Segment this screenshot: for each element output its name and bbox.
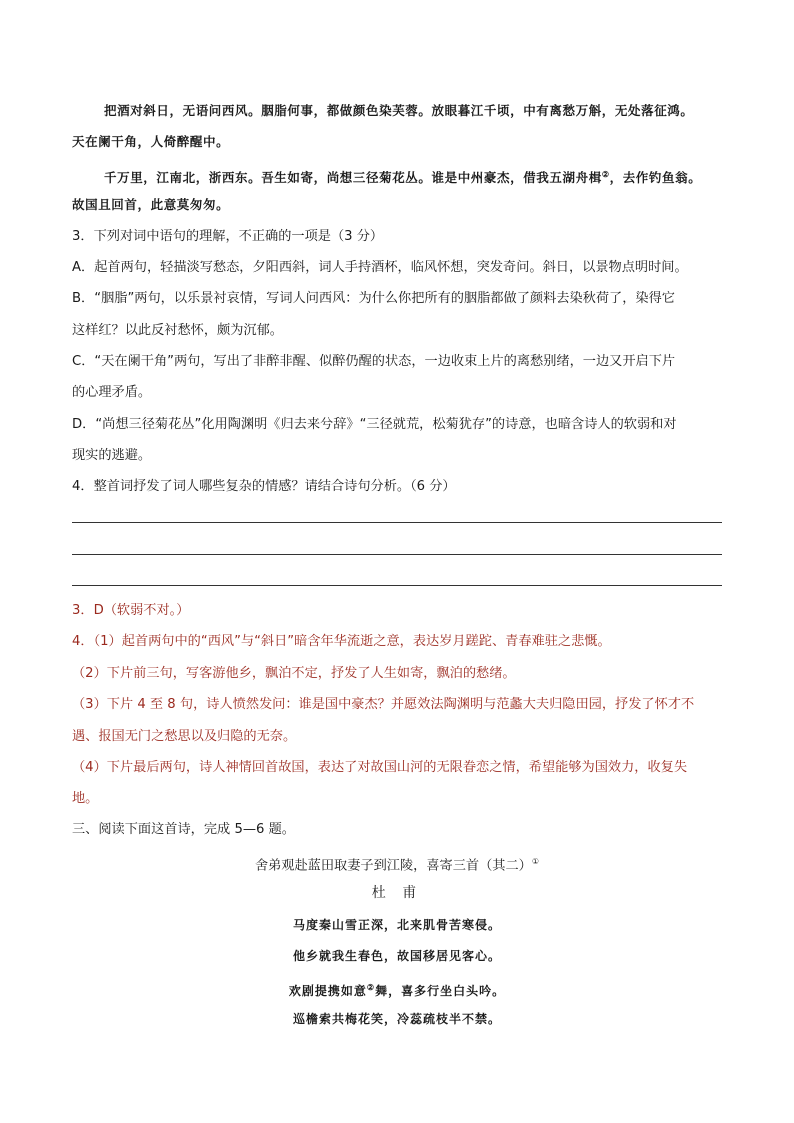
poem-2-title <box>0 852 794 876</box>
question-4-stem: 4．整首词抒发了词人哪些复杂的情感？请结合诗句分析。（6 分） <box>72 479 456 494</box>
poem-2-line-1: 马度秦山雪正深，北来肌骨苦寒侵。 <box>292 918 501 932</box>
question-3-option-b-cont: 这样红？以此反衬愁怀，颇为沉郁。 <box>72 323 283 338</box>
answer-4-part-3: （3）下片 4 至 8 句，诗人愤然发问：谁是国中豪杰？并愿效法陶渊明与范蠡大夫归隐田园，抒发了怀才不 <box>72 697 695 712</box>
poem-line-3 <box>104 164 701 188</box>
question-3-option-a: A．起首两句，轻描淡写愁态，夕阳西斜，词人手持酒杯，临风怀想，突发奇问。斜日，以景物点明时间。 <box>72 260 688 275</box>
poem-2-line-2: 他乡就我生春色，故国移居见客心。 <box>292 949 501 963</box>
poem-2-author: 杜 甫 <box>371 885 423 901</box>
answer-line-1 <box>72 522 722 523</box>
poem-2-line-3-footnote: ② <box>366 982 376 992</box>
answer-4-part-4-cont: 地。 <box>72 791 99 806</box>
poem-line-1: 把酒对斜日，无语问西风。胭脂何事，都做颜色染芙蓉。放眼暮江千顷，中有离愁万斛，无处落征鸿。 <box>104 103 694 118</box>
footnote-mark: ② <box>601 169 610 179</box>
answer-4-part-1: 4．（1）起首两句中的“西风”与“斜日”暗含年华流逝之意，表达岁月蹉跎、青春难驻之悲慨。 <box>72 634 611 649</box>
section-3-heading: 三、阅读下面这首诗，完成 5—6 题。 <box>72 822 295 837</box>
question-3-option-d-cont: 现实的逃避。 <box>72 448 152 463</box>
poem-2-title-text: 舍弟观赴蓝田取妻子到江陵，喜寄三首（其二） <box>254 858 532 874</box>
question-3-stem: 3．下列对词中语句的理解，不正确的一项是（3 分） <box>72 229 384 244</box>
poem-2-title-footnote: ① <box>531 857 540 866</box>
poem-2-line-4: 巡檐索共梅花笑，冷蕊疏枝半不禁。 <box>292 1012 501 1026</box>
question-3-option-d: D．“尚想三径菊花丛”化用陶渊明《归去来兮辞》“三径就荒，松菊犹存”的诗意，也暗含诗人的软弱和对 <box>72 417 677 432</box>
poem-line-2: 天在阑干角，人倚醉醒中。 <box>72 134 230 149</box>
poem-line-3-text: 千万里，江南北，浙西东。吾生如寄，尚想三径菊花丛。谁是中州豪杰，借我五湖舟楫 <box>104 170 602 186</box>
answer-line-2 <box>72 554 722 555</box>
poem-2-line-3 <box>0 977 794 1001</box>
answer-3: 3．D（软弱不对。） <box>72 603 190 618</box>
poem-2-line-3-b: 舞，喜多行坐白头吟。 <box>375 984 506 998</box>
answer-4-part-2: （2）下片前三句，写客游他乡，飘泊不定，抒发了人生如寄，飘泊的愁绪。 <box>72 666 516 681</box>
question-3-option-c-cont: 的心理矛盾。 <box>72 385 152 400</box>
answer-4-part-3-cont: 遇、报国无门之愁思以及归隐的无奈。 <box>72 729 297 744</box>
answer-line-3 <box>72 585 722 586</box>
answer-4-part-4: （4）下片最后两句，诗人神情回首故国，表达了对故国山河的无限眷恋之情，希望能够为国效力，收复失 <box>72 760 688 775</box>
question-3-option-b: B．“胭脂”两句，以乐景衬哀情，写词人问西风：为什么你把所有的胭脂都做了颜料去染秋荷了，染得它 <box>72 291 675 306</box>
poem-line-4: 故国且回首，此意莫匆匆。 <box>72 197 230 212</box>
poem-line-3-end: ，去作钓鱼翁。 <box>609 170 702 186</box>
question-3-option-c: C．“天在阑干角”两句，写出了非醉非醒、似醉仍醒的状态，一边收束上片的离愁别绪，一边又开启下片 <box>72 354 676 369</box>
poem-2-line-3-a: 欢剧提携如意 <box>288 984 367 998</box>
